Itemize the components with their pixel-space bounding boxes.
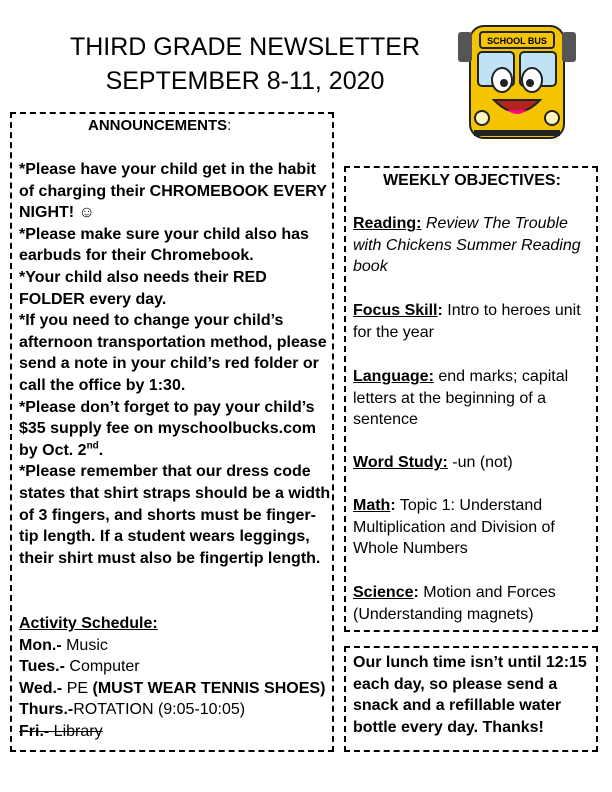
announcement-item: *Your child also needs their RED FOLDER every day.	[19, 268, 267, 308]
newsletter-date: SEPTEMBER 8-11, 2020	[105, 67, 385, 95]
objectives-heading: WEEKLY OBJECTIVES:	[383, 172, 561, 189]
objective-language: Language: end marks; capital letters at the beginning of a sentence	[353, 368, 569, 428]
schedule-row: Wed.- PE (MUST WEAR TENNIS SHOES)	[19, 679, 326, 697]
objective-focus-skill: Focus Skill: Intro to heroes unit for the year	[353, 302, 581, 341]
schedule-row: Thurs.-ROTATION (9:05-10:05)	[19, 701, 246, 719]
newsletter-title: THIRD GRADE NEWSLETTER	[69, 33, 421, 61]
schedule-row: Mon.- Music	[19, 636, 108, 654]
objective-word-study: Word Study: -un (not)	[353, 454, 513, 471]
announcements-list	[19, 159, 331, 569]
objective-science: Science: Motion and Forces (Understanding magnets)	[353, 584, 556, 623]
announcement-item: *Please don’t forget to pay your child’s $35 supply fee on myschoolbucks.com by Oct. 2nd.	[19, 398, 316, 459]
schedule-row: Tues.- Computer	[19, 658, 140, 676]
announcement-item: *Please remember that our dress code states that shirt straps should be a width of 3 fingers, and shorts must be finger-tip length. If a student wears leggings, their shirt must also be fingertip length.	[19, 463, 331, 567]
announcement-item: *If you need to change your child’s afternoon transportation method, please send a note in your child’s red folder or call the office by 1:30.	[19, 312, 327, 394]
schedule-heading: Activity Schedule:	[19, 615, 158, 632]
activity-schedule	[19, 613, 331, 743]
school-bus-icon	[452, 18, 582, 148]
objective-reading: Reading: Review The Trouble with Chickens Summer Reading book	[353, 215, 581, 275]
announcement-item: *Please have your child get in the habit of charging their CHROMEBOOK EVERY NIGHT! ☺	[19, 161, 327, 222]
bus-sign-text: SCHOOL BUS	[487, 36, 547, 46]
announcements-heading: ANNOUNCEMENTS:	[88, 117, 232, 134]
schedule-row: Fri.- Library	[19, 722, 103, 740]
objective-math: Math: Topic 1: Understand Multiplication and Division of Whole Numbers	[353, 497, 555, 557]
announcement-item: *Please make sure your child also has earbuds for their Chromebook.	[19, 225, 309, 265]
lunch-note: Our lunch time isn’t until 12:15 each day, so please send a snack and a refillable water bottle every day. Thanks!	[353, 654, 587, 736]
